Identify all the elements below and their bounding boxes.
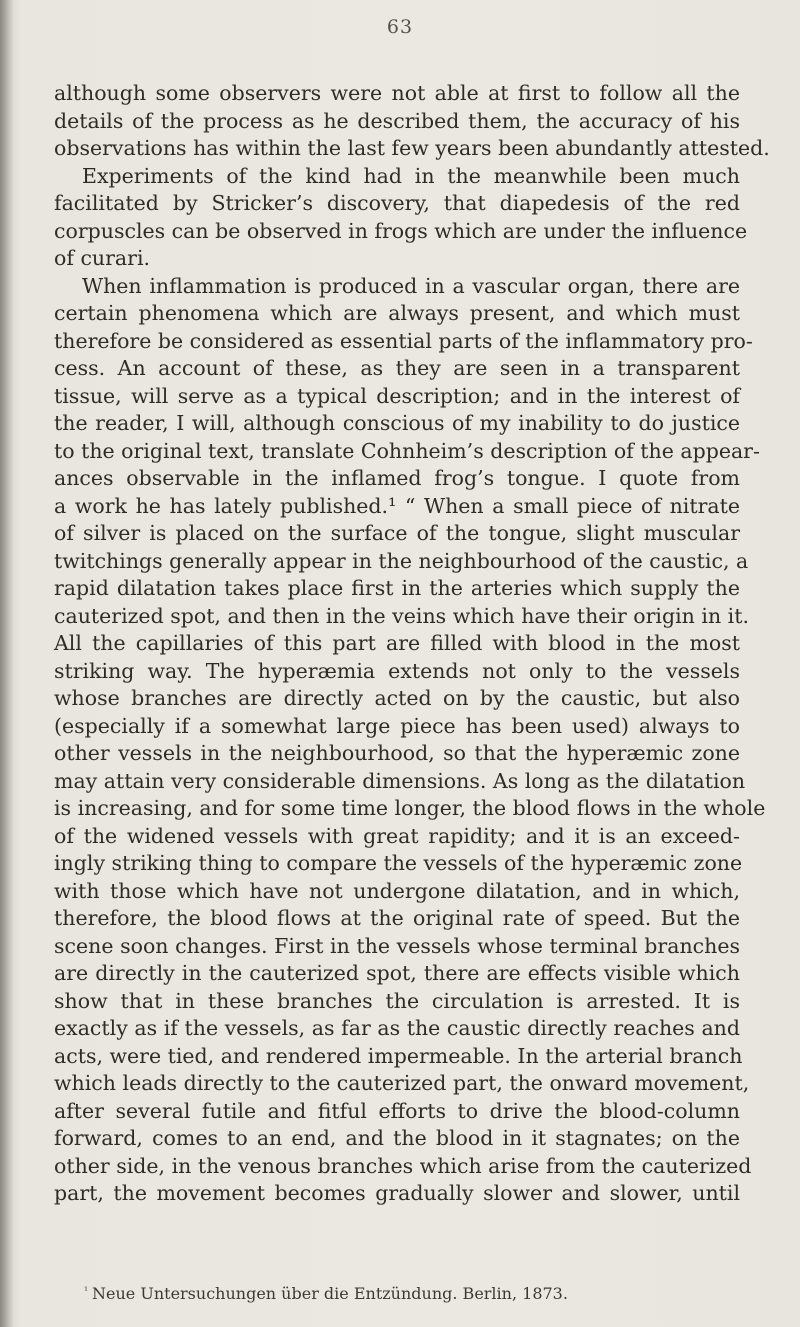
text-line: is increasing, and for some time longer, the blood flows in the whole (54, 796, 766, 820)
text-line: ingly striking thing to compare the vessels of the hyperæmic zone (54, 851, 743, 875)
text-line: exactly as if the vessels, as far as the caustic directly reaches and (54, 1016, 740, 1040)
text-line: acts, were tied, and rendered impermeable. In the arterial branch (54, 1043, 743, 1068)
text-line: show that in these branches the circulation is arrested. It is (54, 988, 740, 1013)
page-number: 63 (386, 16, 414, 38)
text-line: the reader, I will, although conscious of my inability to do justice (54, 411, 740, 435)
text-line: facilitated by Stricker’s discovery, that diapedesis of the red (54, 191, 740, 215)
text-line: When inflammation is produced in a vascular organ, there are (82, 273, 740, 298)
text-line: part, the movement becomes gradually slower and slower, until (54, 1181, 740, 1205)
text-line: certain phenomena which are always present, and which must (54, 301, 740, 325)
text-line: a work he has lately published.¹ “ When a small piece of nitrate (54, 493, 740, 518)
text-line: striking way. The hyperæmia extends not only to the vessels (54, 658, 740, 683)
text-line: therefore be considered as essential parts of the inflammatory pro- (54, 328, 753, 353)
text-line: rapid dilatation takes place first in the arteries which supply the (54, 576, 740, 600)
binding-shadow (0, 0, 14, 1327)
text-line: scene soon changes. First in the vessels whose terminal branches (54, 933, 740, 958)
text-line: although some observers were not able at first to follow all the (54, 81, 740, 105)
text-line: after several futile and fitful efforts to drive the blood-column (54, 1098, 740, 1123)
text-line: cess. An account of these, as they are seen in a transparent (54, 356, 740, 380)
text-line: details of the process as he described them, the accuracy of his (54, 108, 740, 133)
text-line: tissue, will serve as a typical description; and in the interest of (54, 383, 740, 408)
text-line: are directly in the cauterized spot, there are effects visible which (54, 961, 740, 985)
text-line: to the original text, translate Cohnheim’s description of the appear- (54, 438, 760, 463)
text-line: All the capillaries of this part are filled with blood in the most (54, 631, 740, 655)
text-line: twitchings generally appear in the neighbourhood of the caustic, a (54, 548, 749, 573)
text-line: forward, comes to an end, and the blood in it stagnates; on the (54, 1126, 740, 1150)
text-line: which leads directly to the cauterized part, the onward movement, (54, 1071, 750, 1095)
text-line: other vessels in the neighbourhood, so that the hyperæmic zone (54, 741, 740, 765)
text-line: other side, in the venous branches which arise from the cauterized (54, 1153, 752, 1178)
footnote-marker: ¹ (84, 1286, 89, 1297)
text-line: whose branches are directly acted on by the caustic, but also (54, 686, 740, 710)
text-line: ances observable in the inflamed frog’s tongue. I quote from (54, 466, 740, 490)
text-line: with those which have not undergone dilatation, and in which, (54, 878, 740, 903)
text-line: of the widened vessels with great rapidity; and it is an exceed- (54, 823, 740, 848)
text-line: may attain very considerable dimensions. As long as the dilatation (54, 768, 746, 793)
text-line: cauterized spot, and then in the veins which have their origin in it. (54, 603, 749, 628)
text-line: of curari. (54, 246, 151, 270)
text-line: (especially if a somewhat large piece has been used) always to (54, 713, 740, 738)
footnote (84, 1282, 734, 1304)
text-line: Experiments of the kind had in the meanwhile been much (82, 163, 740, 188)
body-text (54, 80, 770, 1208)
text-line: observations has within the last few years been abundantly attested. (54, 136, 770, 160)
text-line: corpuscles can be observed in frogs which are under the influence (54, 218, 748, 243)
text-line: therefore, the blood flows at the original rate of speed. But the (54, 906, 740, 930)
text-line: of silver is placed on the surface of the tongue, slight muscular (54, 521, 740, 545)
footnote-text: Neue Untersuchungen über die Entzündung. Berlin, 1873. (92, 1284, 568, 1303)
